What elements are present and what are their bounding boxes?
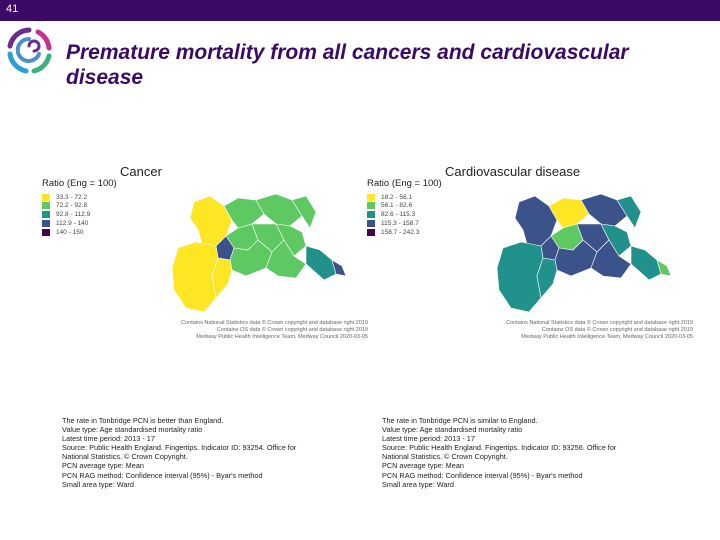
legend-title: Ratio (Eng = 100)	[42, 178, 117, 189]
legend-label: 72.2 - 92.8	[56, 202, 88, 210]
attribution-line: Contains OS data © Crown copyright and database right 2019	[216, 327, 368, 333]
attribution-line: Medway Public Health Intelligence Team, Medway Council 2020-03-05	[521, 334, 693, 340]
legend-swatch	[367, 194, 375, 201]
legend-swatch	[42, 211, 50, 218]
ward-region	[256, 194, 302, 226]
note-line: PCN average type: Mean	[382, 461, 464, 471]
legend-swatch	[367, 202, 375, 209]
note-line: PCN average type: Mean	[62, 461, 144, 471]
note-line: The rate in Tonbridge PCN is similar to England.	[382, 416, 538, 425]
cancer-ward-map	[106, 186, 366, 316]
ward-region	[581, 194, 627, 226]
header-bar	[0, 0, 720, 21]
map-legend	[367, 193, 419, 237]
map-attribution	[365, 320, 693, 341]
cancer-map-panel	[40, 160, 370, 342]
legend-swatch	[42, 202, 50, 209]
cancer-notes	[62, 416, 332, 489]
ward-region	[306, 246, 336, 280]
legend-item	[42, 228, 90, 236]
legend-label: 158.7 - 242.3	[381, 228, 420, 236]
legend-item	[42, 202, 90, 210]
legend-item	[367, 202, 419, 210]
legend-item	[42, 219, 90, 227]
legend-label: 115.3 - 158.7	[381, 219, 419, 227]
note-line: Latest time period: 2013 - 17	[382, 434, 475, 444]
legend-swatch	[42, 229, 50, 236]
note-line: Source: Public Health England. Fingertips. Indicator ID: 93256. Office for	[382, 443, 617, 453]
legend-swatch	[367, 211, 375, 218]
legend-item	[367, 193, 419, 201]
map-legend	[42, 193, 90, 237]
cardiovascular-map-panel	[365, 160, 695, 342]
ward-region	[172, 242, 218, 312]
legend-swatch	[42, 194, 50, 201]
page-title: Premature mortality from all cancers and cardiovascular disease	[66, 41, 629, 89]
attribution-line: Contains National Statistics data © Crown copyright and database right 2019	[506, 320, 693, 326]
map-attribution	[40, 320, 368, 341]
note-line: The rate in Tonbridge PCN is better than England.	[62, 416, 224, 425]
circular-swirl-logo-icon	[4, 24, 54, 78]
map-heading: Cardiovascular disease	[445, 164, 581, 179]
legend-item	[367, 211, 419, 219]
cardiovascular-ward-map	[431, 186, 691, 316]
legend-item	[42, 193, 90, 201]
legend-swatch	[367, 229, 375, 236]
legend-label: 92.8 - 112.9	[56, 211, 91, 219]
note-line: PCN RAG method: Confidence interval (95%) - Byar's method	[382, 470, 583, 480]
note-line: National Statistics. © Crown Copyright.	[62, 452, 188, 462]
note-line: Small area type: Ward	[382, 479, 454, 489]
ward-region	[497, 242, 543, 312]
legend-label: 112.9 - 140	[56, 219, 89, 227]
note-line: Source: Public Health England. Fingertips. Indicator ID: 93254. Office for	[62, 443, 297, 453]
legend-label: 33.3 - 72.2	[56, 193, 88, 201]
note-line: Value type: Age standardised mortality ratio	[62, 425, 203, 435]
legend-label: 56.1 - 82.6	[381, 202, 413, 210]
legend-swatch	[367, 220, 375, 227]
cardiovascular-notes	[382, 416, 652, 489]
note-line: National Statistics. © Crown Copyright.	[382, 452, 508, 462]
ward-region	[631, 246, 661, 280]
legend-swatch	[42, 220, 50, 227]
legend-title: Ratio (Eng = 100)	[367, 178, 442, 189]
legend-label: 82.6 - 115.3	[381, 211, 416, 219]
slide-number: 41	[6, 3, 19, 15]
legend-label: 18.2 - 56.1	[381, 193, 413, 201]
note-line: Small area type: Ward	[62, 479, 134, 489]
legend-item	[367, 219, 419, 227]
note-line: Value type: Age standardised mortality ratio	[382, 425, 523, 435]
map-heading: Cancer	[120, 164, 162, 179]
legend-label: 140 - 150	[56, 228, 84, 236]
note-line: PCN RAG method: Confidence interval (95%) - Byar's method	[62, 470, 263, 480]
attribution-line: Contains National Statistics data © Crown copyright and database right 2019	[181, 320, 368, 326]
note-line: Latest time period: 2013 - 17	[62, 434, 155, 444]
legend-item	[367, 228, 419, 236]
legend-item	[42, 211, 90, 219]
attribution-line: Contains OS data © Crown copyright and database right 2019	[541, 327, 693, 333]
attribution-line: Medway Public Health Intelligence Team, Medway Council 2020-03-05	[196, 334, 368, 340]
